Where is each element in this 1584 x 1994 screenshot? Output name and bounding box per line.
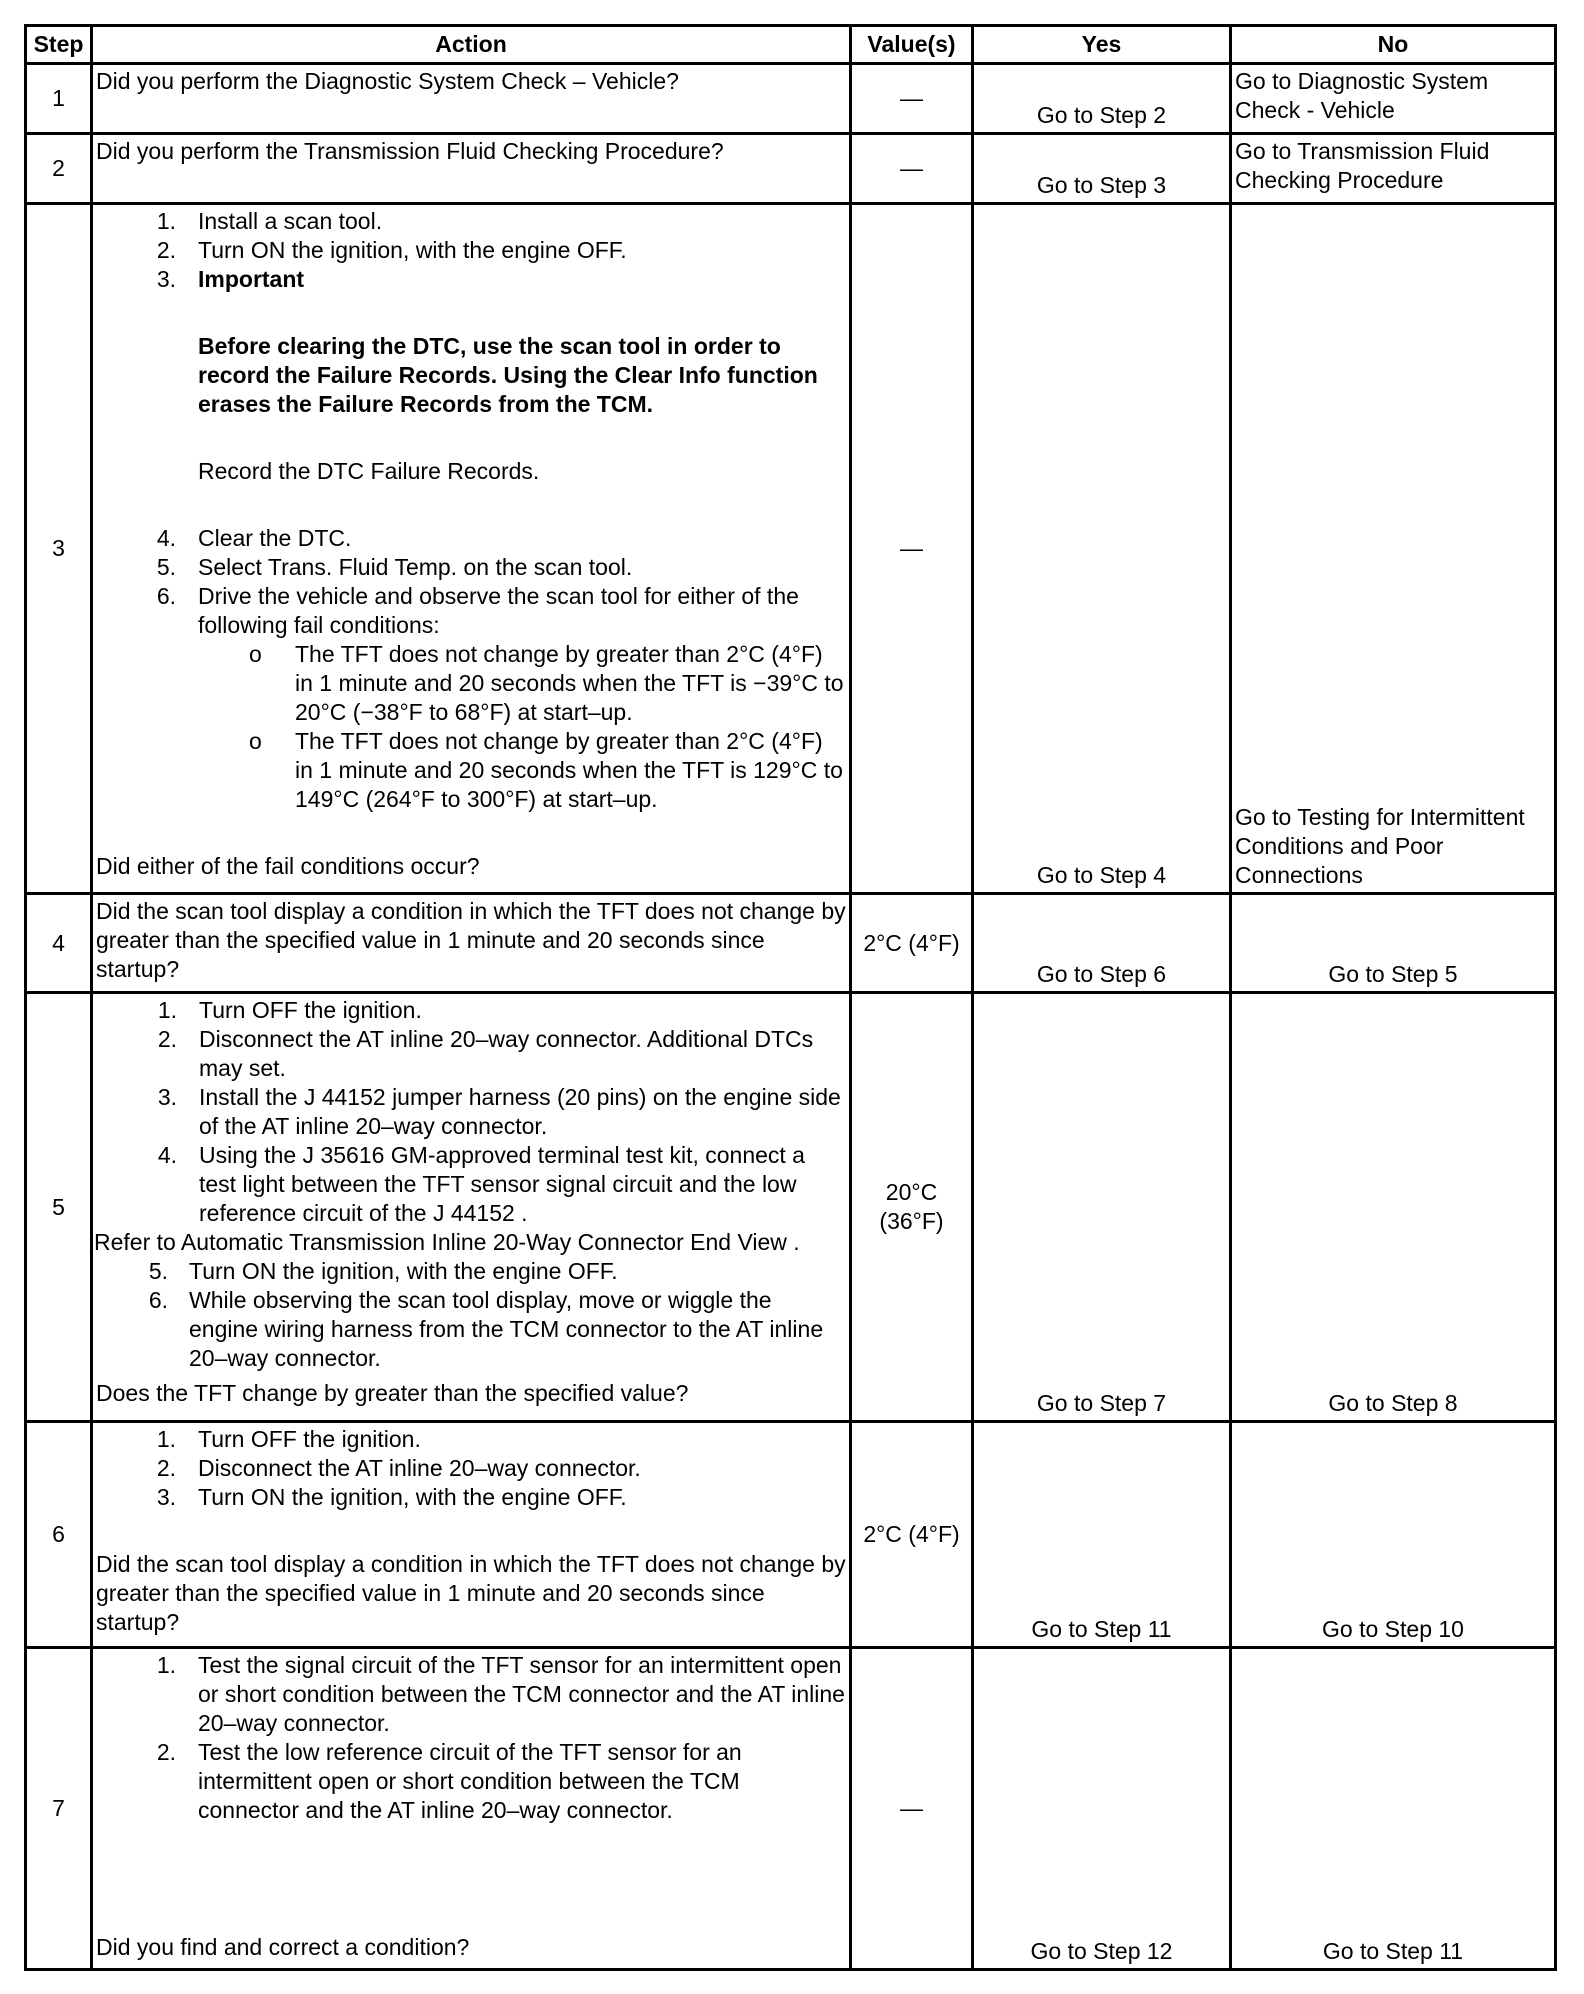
list-item [94, 1025, 846, 1083]
action-question: Did the scan tool display a condition in which the TFT does not change by greater than the specified value in 1 minute and 20 seconds since startup? [96, 1551, 846, 1635]
value-cell: — [851, 204, 973, 894]
item-text: While observing the scan tool display, move or wiggle the engine wiring harness from the TCM connector to the AT inline 20–way connector. [189, 1287, 824, 1371]
item-number: 2. [156, 1455, 176, 1481]
item-text: Clear the DTC. [198, 525, 352, 551]
important-note: Before clearing the DTC, use the scan tool in order to record the Failure Records. Using the Clear Info function erases the Failure Records from the TCM. [198, 333, 818, 417]
action-cell [92, 204, 851, 894]
value-line: 20°C [885, 1179, 938, 1205]
step-number: 4 [26, 894, 92, 993]
step-number: 1 [26, 64, 92, 134]
no-link[interactable]: Go to Transmission Fluid Checking Procedure [1231, 134, 1556, 204]
item-number: 6. [148, 1287, 168, 1313]
bullet-text: The TFT does not change by greater than 2°C (4°F) in 1 minute and 20 seconds when the TFT is 129°C to 149°C (264°F to 300°F) at start–up. [295, 728, 843, 812]
table-row [26, 1422, 1556, 1648]
item-text: Using the J 35616 GM-approved terminal test kit, connect a test light between the TFT sensor signal circuit and the low reference circuit of the J 44152 . [199, 1142, 805, 1226]
item-number: 1. [156, 1652, 176, 1678]
step-number: 6 [26, 1422, 92, 1648]
table-row [26, 134, 1556, 204]
item-number: 1. [156, 208, 176, 234]
yes-link[interactable]: Go to Step 6 [973, 894, 1231, 993]
header-step: Step [26, 26, 92, 64]
value-cell: — [851, 134, 973, 204]
list-item [94, 1083, 846, 1141]
item-number: 5. [148, 1258, 168, 1284]
item-number: 1. [157, 997, 177, 1023]
list-item [94, 1257, 846, 1286]
item-text: Turn ON the ignition, with the engine OFF. [198, 1484, 627, 1510]
yes-link[interactable]: Go to Step 2 [973, 64, 1231, 134]
list-item [94, 1286, 846, 1373]
item-number: 1. [156, 1426, 176, 1452]
item-text: Turn OFF the ignition. [199, 997, 422, 1023]
yes-link[interactable]: Go to Step 3 [973, 134, 1231, 204]
list-item [96, 1651, 846, 1738]
value-cell: — [851, 64, 973, 134]
bullet-item [249, 727, 846, 814]
important-label: Important [198, 266, 305, 292]
step-number: 7 [26, 1648, 92, 1970]
action-question: Did you find and correct a condition? [96, 1934, 470, 1960]
action-question: Did you perform the Transmission Fluid Checking Procedure? [92, 134, 851, 204]
diagnostic-table [24, 24, 1557, 1971]
item-text: Select Trans. Fluid Temp. on the scan tool. [198, 554, 633, 580]
header-row [26, 26, 1556, 64]
item-text: Test the low reference circuit of the TFT sensor for an intermittent open or short condition between the TCM connector and the AT inline 20–way connector. [198, 1739, 742, 1823]
value-cell [851, 993, 973, 1422]
item-number: 5. [156, 554, 176, 580]
header-yes: Yes [973, 26, 1231, 64]
step-number: 2 [26, 134, 92, 204]
action-question: Did you perform the Diagnostic System Check – Vehicle? [92, 64, 851, 134]
item-number: 2. [157, 1026, 177, 1052]
table-row [26, 64, 1556, 134]
item-number: 6. [156, 583, 176, 609]
value-cell: — [851, 1648, 973, 1970]
list-item [96, 1454, 846, 1483]
action-question: Did the scan tool display a condition in which the TFT does not change by greater than the specified value in 1 minute and 20 seconds since startup? [92, 894, 851, 993]
item-number: 3. [156, 266, 176, 292]
step-number: 3 [26, 204, 92, 894]
table-row [26, 204, 1556, 894]
item-number: 4. [157, 1142, 177, 1168]
list-item [96, 1738, 846, 1825]
list-item [96, 207, 846, 236]
table-row [26, 993, 1556, 1422]
item-text: Test the signal circuit of the TFT sensor for an intermittent open or short condition between the TCM connector and the AT inline 20–way connector. [198, 1652, 845, 1736]
action-cell [92, 1422, 851, 1648]
item-number: 3. [156, 1484, 176, 1510]
list-item [96, 1483, 846, 1512]
item-text: Disconnect the AT inline 20–way connector. Additional DTCs may set. [199, 1026, 814, 1081]
item-number: 4. [156, 525, 176, 551]
no-link[interactable]: Go to Step 11 [1231, 1648, 1556, 1970]
bullet-item [249, 640, 846, 727]
list-item [94, 996, 846, 1025]
list-item [96, 524, 846, 553]
action-question: Does the TFT change by greater than the specified value? [96, 1380, 689, 1406]
list-item [96, 553, 846, 582]
header-no: No [1231, 26, 1556, 64]
item-text: Install the J 44152 jumper harness (20 pins) on the engine side of the AT inline 20–way connector. [199, 1084, 841, 1139]
yes-link[interactable]: Go to Step 11 [973, 1422, 1231, 1648]
list-item [96, 582, 846, 640]
value-line: (36°F) [879, 1208, 944, 1234]
list-item [96, 265, 846, 294]
no-link[interactable]: Go to Testing for Intermittent Conditions and Poor Connections [1231, 204, 1556, 894]
item-text: Turn OFF the ignition. [198, 1426, 421, 1452]
bullet-mark: o [249, 728, 262, 754]
action-cell [92, 993, 851, 1422]
list-item [96, 236, 846, 265]
yes-link[interactable]: Go to Step 12 [973, 1648, 1231, 1970]
item-number: 3. [157, 1084, 177, 1110]
item-text: Install a scan tool. [198, 208, 383, 234]
item-text: Drive the vehicle and observe the scan tool for either of the following fail conditions: [198, 583, 799, 638]
list-item [96, 1425, 846, 1454]
no-link[interactable]: Go to Step 5 [1231, 894, 1556, 993]
action-cell [92, 1648, 851, 1970]
header-values: Value(s) [851, 26, 973, 64]
item-number: 2. [156, 1739, 176, 1765]
yes-link[interactable]: Go to Step 7 [973, 993, 1231, 1422]
list-item [94, 1141, 846, 1228]
bullet-mark: o [249, 641, 262, 667]
item-number: 2. [156, 237, 176, 263]
table-row [26, 1648, 1556, 1970]
yes-link[interactable]: Go to Step 4 [973, 204, 1231, 894]
refer-link[interactable]: Refer to Automatic Transmission Inline 20-Way Connector End View . [94, 1229, 800, 1255]
item-text: Turn ON the ignition, with the engine OFF. [189, 1258, 618, 1284]
table-row [26, 894, 1556, 993]
header-action: Action [92, 26, 851, 64]
action-question: Did either of the fail conditions occur? [96, 853, 480, 879]
no-link[interactable]: Go to Diagnostic System Check - Vehicle [1231, 64, 1556, 134]
step-number: 5 [26, 993, 92, 1422]
value-cell: 2°C (4°F) [851, 894, 973, 993]
item-text: Disconnect the AT inline 20–way connector. [198, 1455, 641, 1481]
bullet-text: The TFT does not change by greater than 2°C (4°F) in 1 minute and 20 seconds when the TFT is −39°C to 20°C (−38°F to 68°F) at start–up. [295, 641, 844, 725]
record-note: Record the DTC Failure Records. [198, 458, 540, 484]
item-text: Turn ON the ignition, with the engine OFF. [198, 237, 627, 263]
no-link[interactable]: Go to Step 10 [1231, 1422, 1556, 1648]
no-link[interactable]: Go to Step 8 [1231, 993, 1556, 1422]
value-cell: 2°C (4°F) [851, 1422, 973, 1648]
